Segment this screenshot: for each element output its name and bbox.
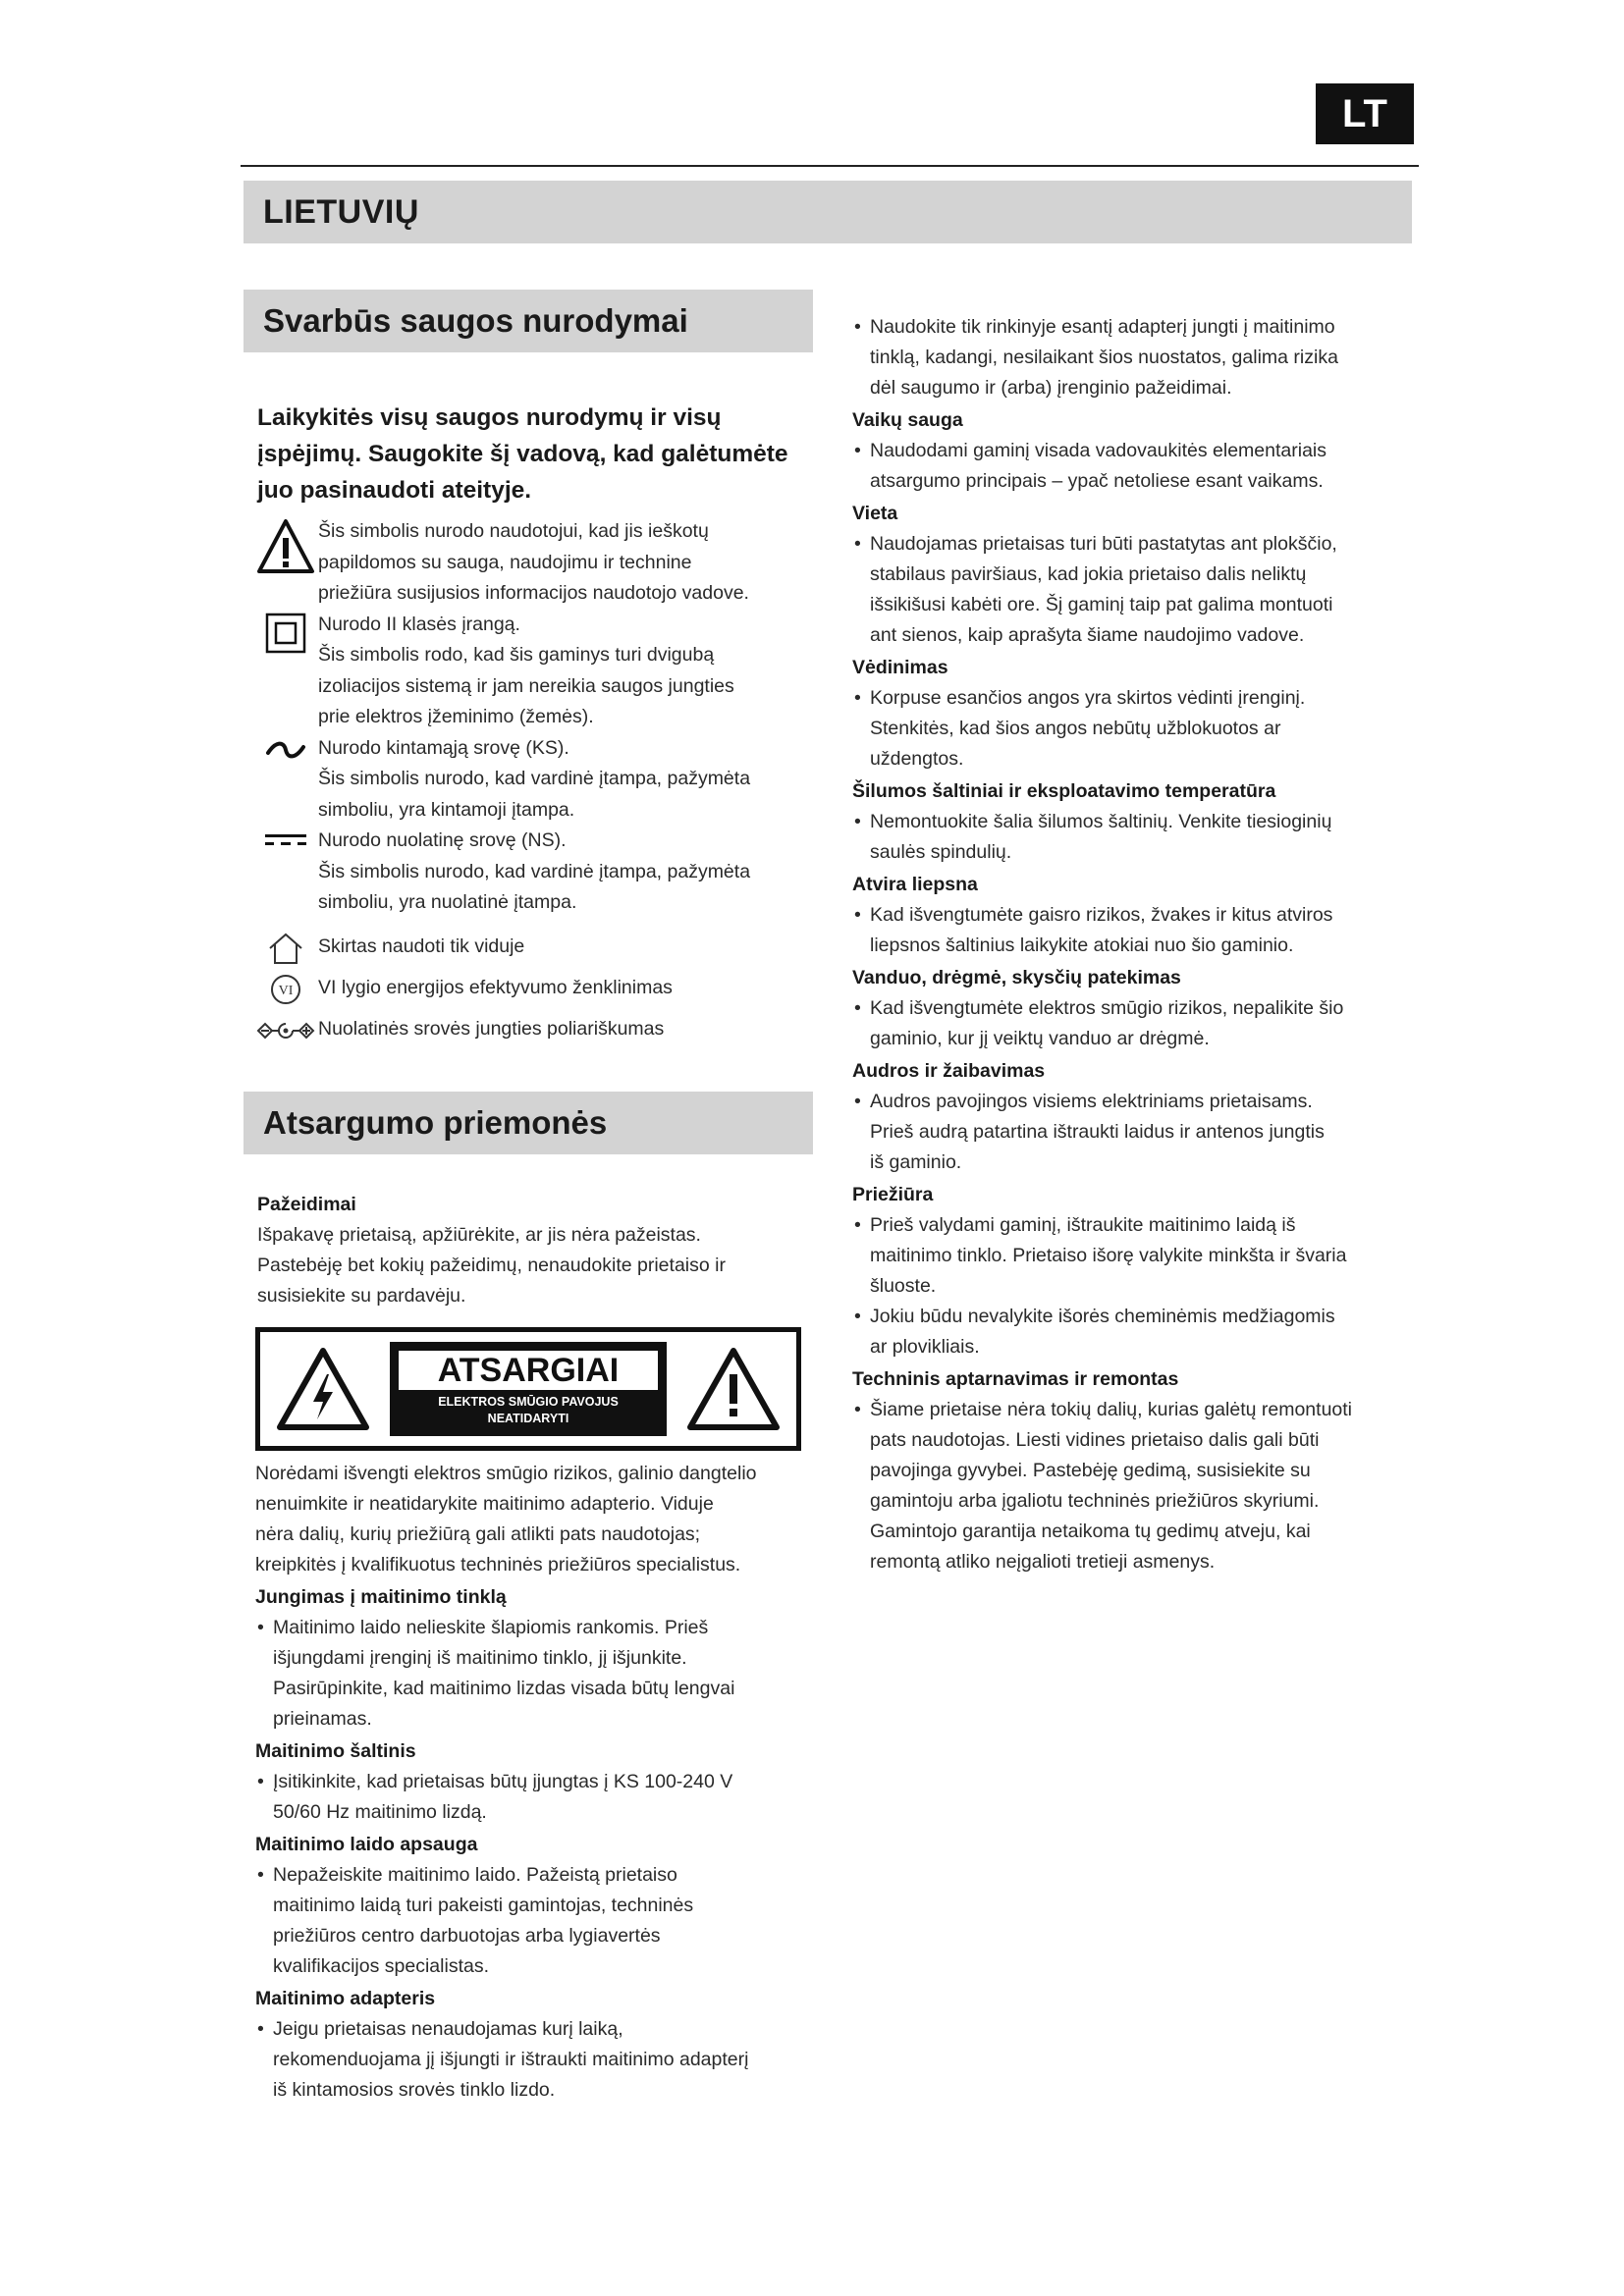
ac-icon xyxy=(264,735,307,765)
bullet-item: • Naudokite tik rinkinyje esantį adapterį jungti į maitinimo tinklą, kadangi, nesilaikant šios nuostatos, galima rizika dėl saugumo ir (arba) įrenginio pažeidimai. xyxy=(852,312,1402,403)
symbol-text: papildomos su sauga, naudojimu ir technine xyxy=(318,551,692,573)
indoor-text: Skirtas naudoti tik viduje xyxy=(318,934,525,957)
language-title-bar xyxy=(244,181,1412,243)
intro-line: juo pasinaudoti ateityje. xyxy=(257,477,532,504)
lightning-warning-icon xyxy=(276,1347,370,1431)
bullet-line: Kad išvengtumėte gaisro rizikos, žvakes ir kitus atviros xyxy=(870,904,1333,926)
bullet-item: • Jeigu prietaisas nenaudojamas kurį laiką, rekomenduojama jį išjungti ir ištraukti maitinimo adapterį iš kintamosios srovės tinklo lizdo. xyxy=(255,2014,813,2106)
caution-label xyxy=(255,1327,801,1451)
bullet-line: liepsnos šaltinius laikykite atokiai nuo šio gaminio. xyxy=(870,934,1294,956)
subheading: Maitinimo laido apsauga xyxy=(255,1833,478,1855)
symbol-text: prie elektros įžeminimo (žemės). xyxy=(318,706,594,727)
language-badge: LT xyxy=(1316,83,1414,144)
bullet-line: saulės spindulių. xyxy=(870,841,1012,863)
exclamation-warning-icon xyxy=(686,1347,781,1431)
bullet-line: Pasirūpinkite, kad maitinimo lizdas visada būtų lengvai xyxy=(273,1677,735,1699)
paragraph-line: Pastebėję bet kokių pažeidimų, nenaudokite prietaiso ir xyxy=(257,1254,726,1276)
vi-text: VI lygio energijos efektyvumo ženklinimas xyxy=(318,976,673,998)
vi-symbol-label: VI xyxy=(278,983,294,998)
dc-icon xyxy=(262,828,309,851)
paragraph-line: nenuimkite ir neatidarykite maitinimo adapterio. Viduje xyxy=(255,1492,714,1515)
subheading: Jungimas į maitinimo tinklą xyxy=(255,1585,507,1608)
caution-panel xyxy=(390,1342,667,1436)
subheading: Atvira liepsna xyxy=(852,874,978,895)
bullet-line: Prieš audrą patartina ištraukti laidus ir antenos jungtis xyxy=(870,1121,1325,1143)
bullet-line: pats naudotojas. Liesti vidines prietaiso dalis gali būti xyxy=(870,1429,1320,1451)
section-important-safety xyxy=(244,290,813,352)
warning-triangle-icon xyxy=(256,518,315,575)
subheading: Vėdinimas xyxy=(852,657,948,678)
paragraph-line: susisiekite su pardavėju. xyxy=(257,1284,466,1307)
bullet-item: • Kad išvengtumėte gaisro rizikos, žvakes ir kitus atviros liepsnos šaltinius laikykite atokiai nuo šio gaminio. xyxy=(852,900,1402,961)
bullet-line: 50/60 Hz maitinimo lizdą. xyxy=(273,1800,487,1823)
bullet-item: • Nemontuokite šalia šilumos šaltinių. Venkite tiesioginių saulės spindulių. xyxy=(852,807,1402,868)
bullet-line: Audros pavojingos visiems elektriniams prietaisams. xyxy=(870,1091,1313,1112)
symbol-text: Šis simbolis nurodo, kad vardinė įtampa, pažymėta xyxy=(318,860,751,882)
header-rule xyxy=(241,165,1419,167)
symbol-row-vi xyxy=(253,968,813,1009)
bullet-item: • Naudojamas prietaisas turi būti pastatytas ant plokščio, stabilaus paviršiaus, kad jokia prietaiso dalis neliktų išsikišusi kabėti ore. Šį gaminį taip pat galima montuoti ant sienos, kaip aprašyta šiame naudojimo vadove. xyxy=(852,529,1402,651)
bullet-line: priežiūros centro darbuotojas arba lygiavertės xyxy=(273,1924,661,1947)
bullet-line: Stenkitės, kad šios angos nebūtų užblokuotos ar xyxy=(870,718,1281,739)
vi-efficiency-icon xyxy=(269,973,302,1006)
bullet-line: Jokiu būdu nevalykite išorės cheminėmis medžiagomis xyxy=(870,1306,1335,1327)
symbol-row-indoor xyxy=(253,927,813,968)
symbol-text: Šis simbolis nurodo naudotojui, kad jis ieškotų xyxy=(318,520,709,542)
bullet-item: • Įsitikinkite, kad prietaisas būtų įjungtas į KS 100-240 V 50/60 Hz maitinimo lizdą. xyxy=(255,1767,813,1828)
subheading: Maitinimo adapteris xyxy=(255,1987,436,2009)
bullet-item: • Jokiu būdu nevalykite išorės cheminėmis medžiagomis ar plovikliais. xyxy=(852,1302,1402,1362)
symbol-text: Nurodo nuolatinę srovę (NS). xyxy=(318,829,567,851)
section-title: Atsargumo priemonės xyxy=(263,1103,608,1141)
bullet-line: dėl saugumo ir (arba) įrenginio pažeidimai. xyxy=(870,377,1232,399)
paragraph-line: kreipkitės į kvalifikuotus techninės priežiūros specialistus. xyxy=(255,1553,741,1575)
symbol-row-dc xyxy=(253,826,813,919)
bullet-line: Įsitikinkite, kad prietaisas būtų įjungtas į KS 100-240 V xyxy=(273,1770,733,1792)
precautions-body-2 xyxy=(255,1459,813,2106)
bullet-line: Naudokite tik rinkinyje esantį adapterį jungti į maitinimo xyxy=(870,316,1335,338)
bullet-line: pavojinga gyvybei. Pastebėję gedimą, susisiekite su xyxy=(870,1460,1311,1481)
bullet-item: • Šiame prietaise nėra tokių dalių, kurias galėtų remontuoti pats naudotojas. Liesti vidines prietaiso dalis gali būti pavojinga gyvybei. Pastebėję gedimą, susisiekite su gamintoju arba įgaliotu techninės priežiūros skyriumi. Gamintojo garantija netaikoma tų gedimų atveju, kai remontą atliko neįgalioti tretieji asmenys. xyxy=(852,1395,1402,1577)
bullet-line: tinklą, kadangi, nesilaikant šios nuostatos, galima rizika xyxy=(870,347,1338,368)
symbol-text: priežiūra susijusios informacijos naudotojo vadove. xyxy=(318,582,749,604)
subheading: Priežiūra xyxy=(852,1184,934,1205)
bullet-line: Maitinimo laido nelieskite šlapiomis rankomis. Prieš xyxy=(273,1616,709,1638)
bullet-line: ar plovikliais. xyxy=(870,1336,980,1358)
paragraph-line: Norėdami išvengti elektros smūgio rizikos, galinio dangtelio xyxy=(255,1462,757,1484)
bullet-item: • Korpuse esančios angos yra skirtos vėdinti įrenginį. Stenkitės, kad šios angos nebūtų užblokuotos ar uždengtos. xyxy=(852,683,1402,774)
subheading: Maitinimo šaltinis xyxy=(255,1739,416,1762)
bullet-line: Šiame prietaise nėra tokių dalių, kurias galėtų remontuoti xyxy=(870,1399,1353,1420)
symbol-text: simboliu, yra kintamoji įtampa. xyxy=(318,798,575,821)
right-column xyxy=(852,312,1402,1577)
bullet-line: uždengtos. xyxy=(870,748,964,770)
indoor-house-icon xyxy=(266,931,305,966)
precautions-body xyxy=(257,1190,813,1311)
language-title: LIETUVIŲ xyxy=(263,192,419,231)
bullet-line: iš kintamosios srovės tinklo lizdo. xyxy=(273,2078,556,2101)
bullet-line: šluoste. xyxy=(870,1275,937,1297)
subheading: Vaikų sauga xyxy=(852,409,963,431)
symbol-list xyxy=(253,516,813,1050)
bullet-item: • Prieš valydami gaminį, ištraukite maitinimo laidą iš maitinimo tinklo. Prietaiso išorę valykite minkšta ir švaria šluoste. xyxy=(852,1210,1402,1302)
bullet-line: Prieš valydami gaminį, ištraukite maitinimo laidą iš xyxy=(870,1214,1296,1236)
symbol-text: Šis simbolis nurodo, kad vardinė įtampa, pažymėta xyxy=(318,768,751,789)
class-ii-icon xyxy=(264,612,307,655)
bullet-line: Korpuse esančios angos yra skirtos vėdinti įrenginį. xyxy=(870,687,1306,709)
bullet-line: Nepažeiskite maitinimo laido. Pažeistą prietaiso xyxy=(273,1863,677,1886)
intro-text xyxy=(257,400,813,508)
paragraph-line: Išpakavę prietaisą, apžiūrėkite, ar jis nėra pažeistas. xyxy=(257,1223,701,1246)
bullet-item: • Audros pavojingos visiems elektriniams prietaisams. Prieš audrą patartina ištraukti laidus ir antenos jungtis iš gaminio. xyxy=(852,1087,1402,1178)
bullet-line: gaminio, kur jį veiktų vanduo ar drėgmė. xyxy=(870,1028,1210,1049)
bullet-line: Gamintojo garantija netaikoma tų gedimų atveju, kai xyxy=(870,1521,1311,1542)
bullet-line: ant sienos, kaip aprašyta šiame naudojimo vadove. xyxy=(870,624,1305,646)
symbol-row-class-ii xyxy=(253,610,813,733)
bullet-line: stabilaus paviršiaus, kad jokia prietaiso dalis neliktų xyxy=(870,563,1307,585)
bullet-line: Naudodami gaminį visada vadovaukitės elementariais xyxy=(870,440,1327,461)
subheading: Pažeidimai xyxy=(257,1193,356,1215)
symbol-text: Nurodo II klasės įrangą. xyxy=(318,613,520,635)
symbol-text: simboliu, yra nuolatinė įtampa. xyxy=(318,891,577,913)
bullet-line: atsargumo principais – ypač netoliese esant vaikams. xyxy=(870,470,1324,492)
bullet-item: • Naudodami gaminį visada vadovaukitės elementariais atsargumo principais – ypač netoliese esant vaikams. xyxy=(852,436,1402,497)
left-column xyxy=(244,290,813,2106)
bullet-line: Naudojamas prietaisas turi būti pastatytas ant plokščio, xyxy=(870,533,1337,555)
subheading: Vieta xyxy=(852,503,898,524)
subheading: Vanduo, drėgmė, skysčių patekimas xyxy=(852,967,1181,988)
bullet-line: iš gaminio. xyxy=(870,1151,962,1173)
caution-subtitle xyxy=(438,1394,619,1427)
caution-subtitle-line: ELEKTROS SMŪGIO PAVOJUS xyxy=(438,1394,619,1409)
bullet-line: kvalifikacijos specialistas. xyxy=(273,1954,489,1977)
symbol-text: Šis simbolis rodo, kad šis gaminys turi dvigubą xyxy=(318,644,715,666)
caution-title: ATSARGIAI xyxy=(399,1351,658,1390)
bullet-item: • Kad išvengtumėte elektros smūgio rizikos, nepalikite šio gaminio, kur jį veiktų vanduo ar drėgmė. xyxy=(852,993,1402,1054)
symbol-row-ac xyxy=(253,733,813,827)
symbol-row-polarity xyxy=(253,1009,813,1050)
dc-polarity-icon xyxy=(255,1020,316,1041)
bullet-line: išsikišusi kabėti ore. Šį gaminį taip pat galima montuoti xyxy=(870,594,1333,615)
intro-line: įspėjimų. Saugokite šį vadovą, kad galėtumėte xyxy=(257,441,788,467)
caution-subtitle-line: NEATIDARYTI xyxy=(487,1411,569,1425)
symbol-row-warning xyxy=(253,516,813,610)
bullet-item: • Maitinimo laido nelieskite šlapiomis rankomis. Prieš išjungdami įrenginį iš maitinimo tinklo, jį išjunkite. Pasirūpinkite, kad maitinimo lizdas visada būtų lengvai prieinamas. xyxy=(255,1613,813,1735)
subheading: Šilumos šaltiniai ir eksploatavimo temperatūra xyxy=(852,780,1276,802)
subheading: Audros ir žaibavimas xyxy=(852,1060,1046,1082)
bullet-line: Nemontuokite šalia šilumos šaltinių. Venkite tiesioginių xyxy=(870,811,1332,832)
bullet-line: prieinamas. xyxy=(273,1707,372,1730)
section-title: Svarbūs saugos nurodymai xyxy=(263,302,688,339)
polarity-text: Nuolatinės srovės jungties poliariškumas xyxy=(318,1017,665,1040)
bullet-item: • Nepažeiskite maitinimo laido. Pažeistą prietaiso maitinimo laidą turi pakeisti gamintojas, techninės priežiūros centro darbuotojas arba lygiavertės kvalifikacijos specialistas. xyxy=(255,1860,813,1982)
bullet-line: rekomenduojama jį išjungti ir ištraukti maitinimo adapterį xyxy=(273,2048,749,2070)
bullet-line: maitinimo laidą turi pakeisti gamintojas, techninės xyxy=(273,1894,694,1916)
subheading: Techninis aptarnavimas ir remontas xyxy=(852,1368,1179,1390)
section-precautions xyxy=(244,1092,813,1154)
bullet-line: gamintoju arba įgaliotu techninės priežiūros skyriumi. xyxy=(870,1490,1320,1512)
bullet-line: Jeigu prietaisas nenaudojamas kurį laiką, xyxy=(273,2017,623,2040)
symbol-text: Nurodo kintamąją srovę (KS). xyxy=(318,736,569,759)
intro-line: Laikykitės visų saugos nurodymų ir visų xyxy=(257,404,722,431)
bullet-line: remontą atliko neįgalioti tretieji asmenys. xyxy=(870,1551,1216,1573)
bullet-line: maitinimo tinklo. Prietaiso išorę valykite minkšta ir švaria xyxy=(870,1245,1347,1266)
bullet-line: Kad išvengtumėte elektros smūgio rizikos, nepalikite šio xyxy=(870,997,1344,1019)
paragraph-line: nėra dalių, kurių priežiūrą gali atlikti pats naudotojas; xyxy=(255,1522,701,1545)
bullet-line: išjungdami įrenginį iš maitinimo tinklo, jį išjunkite. xyxy=(273,1646,687,1669)
symbol-text: izoliacijos sistemą ir jam nereikia saugos jungties xyxy=(318,674,734,697)
